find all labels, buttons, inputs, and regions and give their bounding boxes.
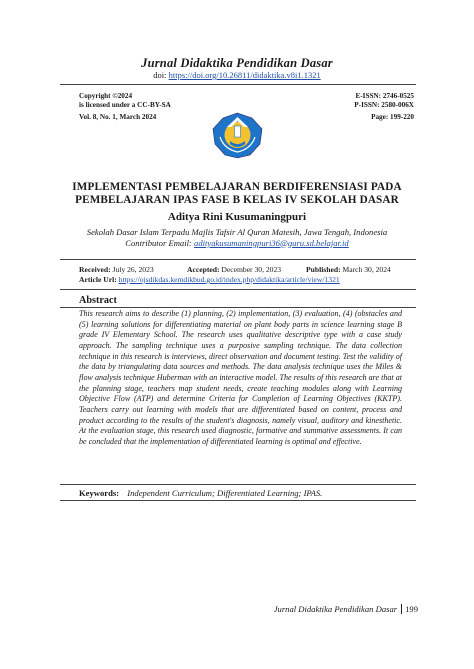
contact-label: Contributor Email: xyxy=(125,237,192,248)
accepted-date xyxy=(187,265,281,275)
tut-wuri-handayani-logo-icon xyxy=(210,111,265,159)
license-text[interactable]: is licensed under a CC-BY-SA xyxy=(79,101,171,109)
eissn-text: E-ISSN: 2746-0525 xyxy=(355,92,414,100)
title-line-1: IMPLEMENTASI PEMBELAJARAN BERDIFERENSIASI PADA xyxy=(72,181,402,193)
dates-block xyxy=(79,265,419,285)
abstract-body: This research aims to describe (1) planning, (2) implementation, (3) evaluation, (4) (obstacles and (5) learning solutions for differentiating material on plant body parts in science learning stage B grade IV Elementary School. The research uses qualitative descriptive type with a case study approach. The sampling technique uses a purposive sampling technique. The data collection technique in this research is interviews, direct observation and document testing. Test the validity of the data by triangulating data sources and methods. The data analysis technique uses the Miles & flow analysis technique Huberman with an interactive model. The results of this research are that at the planning stage, teachers map student needs, create teaching modules along with Learning Objective Flow (ATP) and determine Criteria for Completion of Learning Objectives (KKTP). Teachers carry out learning with models that are differentiated based on content, process and product according to the results of the student's diagnosis, namely visual, auditory and kinesthetic. At the evaluation stage, this research used diagnostic, formative and summative assessments. It can be concluded that the implementation of differentiated learning is optimal and effective. xyxy=(79,309,402,446)
affiliation-text: Sekolah Dasar Islam Terpadu Majlis Tafsir Al Quran Matesih, Jawa Tengah, Indonesia xyxy=(86,227,388,237)
keywords-top-rule xyxy=(60,484,416,485)
article-title xyxy=(40,181,434,207)
keywords-value: Independent Curriculum; Differentiated Learning; IPAS. xyxy=(127,488,323,498)
footer-page-number: 199 xyxy=(401,604,418,614)
accepted-label: Accepted: xyxy=(187,265,220,274)
received-value: July 26, 2023 xyxy=(112,265,154,274)
title-line-2: PEMBELAJARAN IPAS FASE B KELAS IV SEKOLAH DASAR xyxy=(75,194,399,206)
affiliation-block xyxy=(0,227,474,248)
published-date xyxy=(306,265,391,275)
page-footer xyxy=(274,604,418,614)
contact-email-link[interactable]: adityakusumaningpuri36@guru.sd.belajar.id xyxy=(194,237,349,248)
doi-line xyxy=(0,70,474,80)
pages-text: Page: 199-220 xyxy=(371,113,414,121)
accepted-value: December 30, 2023 xyxy=(221,265,282,274)
volume-text: Vol. 8, No. 1, March 2024 xyxy=(79,113,157,121)
issn-block xyxy=(354,92,414,110)
copyright-text: Copyright ©2024 xyxy=(79,92,133,100)
received-date xyxy=(79,265,154,275)
keywords-line xyxy=(79,488,322,498)
dates-bottom-rule xyxy=(60,289,416,290)
footer-journal: Jurnal Didaktika Pendidikan Dasar xyxy=(273,604,398,614)
pissn-text: P-ISSN: 2580-006X xyxy=(354,101,414,109)
abstract-heading: Abstract xyxy=(79,295,117,306)
dates-top-rule xyxy=(60,259,416,260)
article-url-line xyxy=(79,275,419,285)
article-url-link[interactable]: https://ojsdikdas.kemdikbud.go.id/index.php/didaktika/article/view/1321 xyxy=(118,275,340,284)
abstract-rule xyxy=(60,307,416,308)
doi-label: doi: xyxy=(153,70,167,80)
dates-row xyxy=(79,265,419,275)
doi-link[interactable]: https://doi.org/10.26811/didaktika.v8i1.1321 xyxy=(168,70,321,80)
article-url-label: Article Url: xyxy=(79,275,117,284)
published-label: Published: xyxy=(306,265,341,274)
header-rule xyxy=(60,84,416,85)
journal-title: Jurnal Didaktika Pendidikan Dasar xyxy=(141,56,333,70)
keywords-bottom-rule xyxy=(60,500,416,501)
published-value: March 30, 2024 xyxy=(342,265,391,274)
received-label: Received: xyxy=(79,265,111,274)
contact-line xyxy=(0,238,474,249)
keywords-label: Keywords: xyxy=(79,488,120,498)
copyright-block xyxy=(79,92,171,110)
author-name: Aditya Rini Kusumaningpuri xyxy=(167,211,307,223)
